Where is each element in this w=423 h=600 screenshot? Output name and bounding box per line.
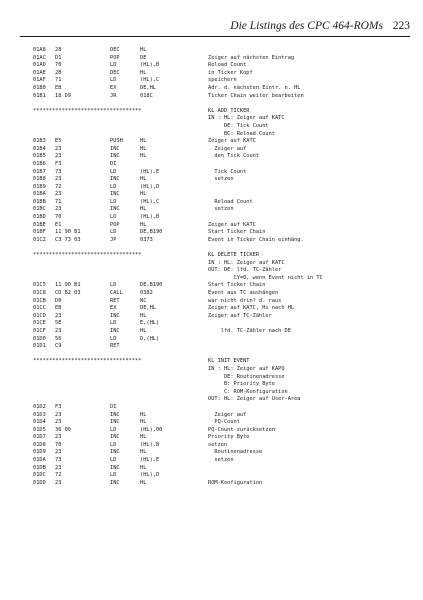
- mnemonic-cell: INC: [110, 327, 120, 334]
- operands-cell: HL: [140, 479, 147, 486]
- address-cell: 01DB: [33, 464, 46, 471]
- address-cell: 01BB: [33, 198, 46, 205]
- hex-bytes-cell: 23: [55, 464, 62, 471]
- comment-cell: BC: Reload Count: [208, 130, 275, 137]
- operands-cell: (HL),C: [140, 77, 160, 84]
- listing-row: [33, 298, 413, 306]
- address-cell: 01DD: [33, 479, 46, 486]
- hex-bytes-cell: E5: [55, 138, 62, 145]
- comment-cell: Ticker Chain weiter bearbeiten: [208, 92, 304, 99]
- listing-row: [33, 153, 413, 161]
- hex-bytes-cell: 73: [55, 457, 62, 464]
- mnemonic-cell: LD: [110, 457, 117, 464]
- listing-row: [33, 222, 413, 230]
- hex-bytes-cell: 70: [55, 62, 62, 69]
- mnemonic-cell: POP: [110, 54, 120, 61]
- mnemonic-cell: INC: [110, 464, 120, 471]
- mnemonic-cell: INC: [110, 312, 120, 319]
- hex-bytes-cell: 23: [55, 411, 62, 418]
- listing-row: [33, 169, 413, 177]
- operands-cell: HL: [140, 449, 147, 456]
- hex-bytes-cell: D0: [55, 297, 62, 304]
- header-rule: [20, 36, 410, 37]
- hex-bytes-cell: 71: [55, 77, 62, 84]
- operands-cell: D,(HL): [140, 335, 160, 342]
- operands-cell: HL: [140, 206, 147, 213]
- assembly-listing: [33, 47, 413, 487]
- comment-cell: Zeiger auf: [208, 145, 247, 152]
- comment-cell: Zeiger auf TC-Zähler: [208, 312, 272, 319]
- listing-row: [33, 237, 413, 245]
- listing-row: [33, 472, 413, 480]
- listing-row: [33, 85, 413, 93]
- hex-bytes-cell: 2B: [55, 69, 62, 76]
- listing-row: [33, 412, 413, 420]
- listing-row: [33, 290, 413, 298]
- address-cell: 01D7: [33, 434, 46, 441]
- address-cell: 01BC: [33, 206, 46, 213]
- comment-cell: Priority Byte: [208, 434, 250, 441]
- mnemonic-cell: LD: [110, 472, 117, 479]
- mnemonic-cell: DEC: [110, 47, 120, 53]
- hex-bytes-cell: C3 73 03: [55, 236, 81, 243]
- comment-cell: Event in Ticker Chain einhäng.: [208, 236, 304, 243]
- mnemonic-cell: PUSH: [110, 138, 123, 145]
- listing-row: [33, 131, 413, 139]
- comment-cell: OUT: DE: lfd. TC-Zähler: [208, 267, 282, 274]
- hex-bytes-cell: D1: [55, 54, 62, 61]
- listing-row: [33, 146, 413, 154]
- address-cell: 01BF: [33, 229, 46, 236]
- hex-bytes-cell: 23: [55, 145, 62, 152]
- address-cell: 01BE: [33, 221, 46, 228]
- operands-cell: 0373: [140, 236, 153, 243]
- comment-cell: ROM-Konfiguration: [208, 479, 263, 486]
- listing-row: [33, 244, 413, 252]
- hex-bytes-cell: EB: [55, 84, 62, 91]
- hex-bytes-cell: 36 00: [55, 426, 71, 433]
- operands-cell: (HL),C: [140, 198, 160, 205]
- mnemonic-cell: INC: [110, 191, 120, 198]
- address-cell: 01D1: [33, 343, 46, 350]
- operands-cell: HL: [140, 434, 147, 441]
- listing-row: [33, 351, 413, 359]
- hex-bytes-cell: 23: [55, 327, 62, 334]
- hex-bytes-cell: F3: [55, 160, 62, 167]
- address-cell: **********************************: [33, 358, 142, 365]
- hex-bytes-cell: C9: [55, 343, 62, 350]
- operands-cell: HL: [140, 69, 147, 76]
- comment-cell: setzen: [208, 457, 234, 464]
- comment-cell: Zeiger auf nächsten Eintrag: [208, 54, 295, 61]
- comment-cell: setzen: [208, 176, 234, 183]
- address-cell: 01D4: [33, 419, 46, 426]
- comment-cell: Reload Count: [208, 62, 247, 69]
- hex-bytes-cell: CD 82 03: [55, 290, 81, 296]
- listing-row: [33, 343, 413, 351]
- mnemonic-cell: EX: [110, 305, 117, 312]
- comment-cell: setzen: [208, 206, 234, 213]
- operands-cell: HL: [140, 419, 147, 426]
- operands-cell: HL: [140, 411, 147, 418]
- operands-cell: 018C: [140, 92, 153, 99]
- listing-row: [33, 396, 413, 404]
- address-cell: 01AE: [33, 69, 46, 76]
- address-cell: 01AF: [33, 77, 46, 84]
- mnemonic-cell: LD: [110, 282, 117, 289]
- mnemonic-cell: LD: [110, 426, 117, 433]
- comment-cell: Zeiger auf KATC: [208, 138, 256, 145]
- listing-row: [33, 229, 413, 237]
- hex-bytes-cell: EB: [55, 305, 62, 312]
- comment-cell: Adr. d. nächsten Eintr. n. HL: [208, 84, 301, 91]
- address-cell: 01DC: [33, 472, 46, 479]
- listing-row: [33, 313, 413, 321]
- hex-bytes-cell: 70: [55, 441, 62, 448]
- mnemonic-cell: LD: [110, 168, 117, 175]
- address-cell: 01B3: [33, 138, 46, 145]
- listing-row: [33, 374, 413, 382]
- comment-cell: war nicht drin? d. raus: [208, 297, 282, 304]
- hex-bytes-cell: 28: [55, 47, 62, 53]
- operands-cell: HL: [140, 47, 147, 53]
- hex-bytes-cell: 23: [55, 153, 62, 160]
- address-cell: 01B6: [33, 160, 46, 167]
- listing-row: [33, 366, 413, 374]
- listing-row: [33, 138, 413, 146]
- hex-bytes-cell: 70: [55, 214, 62, 221]
- listing-row: [33, 93, 413, 101]
- operands-cell: 0382: [140, 290, 153, 296]
- mnemonic-cell: LD: [110, 335, 117, 342]
- hex-bytes-cell: 23: [55, 479, 62, 486]
- mnemonic-cell: LD: [110, 198, 117, 205]
- listing-row: [33, 123, 413, 131]
- mnemonic-cell: RET: [110, 343, 120, 350]
- listing-row: [33, 480, 413, 488]
- mnemonic-cell: DI: [110, 403, 117, 410]
- comment-cell: Zeiger auf KATC, Hi nach HL: [208, 305, 295, 312]
- comment-cell: Zeiger auf KATC: [208, 221, 256, 228]
- listing-row: [33, 457, 413, 465]
- address-cell: 01AD: [33, 62, 46, 69]
- address-cell: **********************************: [33, 252, 142, 259]
- listing-row: [33, 77, 413, 85]
- comment-cell: PQ-Count zurücksetzen: [208, 426, 275, 433]
- listing-row: [33, 55, 413, 63]
- hex-bytes-cell: 23: [55, 434, 62, 441]
- listing-row: [33, 267, 413, 275]
- operands-cell: HL: [140, 464, 147, 471]
- address-cell: 01D3: [33, 411, 46, 418]
- comment-cell: setzen: [208, 441, 228, 448]
- operands-cell: (HL),B: [140, 62, 160, 69]
- mnemonic-cell: LD: [110, 214, 117, 221]
- operands-cell: HL: [140, 312, 147, 319]
- comment-cell: CY=0, wenn Event nicht in TC: [208, 274, 323, 281]
- page-header: [0, 0, 423, 40]
- mnemonic-cell: INC: [110, 153, 120, 160]
- hex-bytes-cell: 5E: [55, 320, 62, 327]
- listing-row: [33, 100, 413, 108]
- operands-cell: E,(HL): [140, 320, 160, 327]
- address-cell: 01CF: [33, 327, 46, 334]
- comment-cell: IN : HL: Zeiger auf KATC: [208, 259, 285, 266]
- mnemonic-cell: RET: [110, 297, 120, 304]
- listing-row: [33, 176, 413, 184]
- hex-bytes-cell: 11 90 B1: [55, 229, 81, 236]
- hex-bytes-cell: 71: [55, 198, 62, 205]
- mnemonic-cell: LD: [110, 62, 117, 69]
- listing-row: [33, 214, 413, 222]
- hex-bytes-cell: 18 D9: [55, 92, 71, 99]
- comment-cell: KL INIT EVENT: [208, 358, 250, 365]
- comment-cell: den Tick Count: [208, 153, 260, 160]
- comment-cell: Zeiger auf: [208, 411, 247, 418]
- address-cell: 01D8: [33, 441, 46, 448]
- mnemonic-cell: INC: [110, 479, 120, 486]
- listing-row: [33, 404, 413, 412]
- address-cell: 01CD: [33, 312, 46, 319]
- operands-cell: HL: [140, 191, 147, 198]
- hex-bytes-cell: 23: [55, 206, 62, 213]
- address-cell: 01B4: [33, 145, 46, 152]
- hex-bytes-cell: F3: [55, 403, 62, 410]
- comment-cell: DE: Routinenadresse: [208, 373, 285, 380]
- operands-cell: DE,HL: [140, 305, 156, 312]
- comment-cell: IN : HL: Zeiger auf KATC: [208, 115, 285, 122]
- listing-row: [33, 275, 413, 283]
- address-cell: 01D0: [33, 335, 46, 342]
- address-cell: 01CB: [33, 297, 46, 304]
- comment-cell: B: Priority Byte: [208, 381, 275, 388]
- hex-bytes-cell: 11 90 B1: [55, 282, 81, 289]
- listing-row: [33, 199, 413, 207]
- hex-bytes-cell: 23: [55, 449, 62, 456]
- listing-row: [33, 47, 413, 55]
- operands-cell: (HL),E: [140, 457, 160, 464]
- comment-cell: Routinenadresse: [208, 449, 263, 456]
- listing-row: [33, 260, 413, 268]
- address-cell: 01BD: [33, 214, 46, 221]
- operands-cell: DE,HL: [140, 84, 156, 91]
- mnemonic-cell: INC: [110, 411, 120, 418]
- address-cell: 01CC: [33, 305, 46, 312]
- listing-row: [33, 184, 413, 192]
- hex-bytes-cell: E1: [55, 221, 62, 228]
- address-cell: 01B9: [33, 183, 46, 190]
- mnemonic-cell: JR: [110, 92, 117, 99]
- hex-bytes-cell: 23: [55, 419, 62, 426]
- operands-cell: HL: [140, 145, 147, 152]
- address-cell: 01C5: [33, 282, 46, 289]
- mnemonic-cell: DEC: [110, 69, 120, 76]
- mnemonic-cell: POP: [110, 221, 120, 228]
- listing-row: [33, 252, 413, 260]
- listing-row: [33, 449, 413, 457]
- address-cell: 01A8: [33, 47, 46, 53]
- comment-cell: speichern: [208, 77, 237, 84]
- comment-cell: lfd. TC-Zähler nach DE: [208, 327, 291, 334]
- mnemonic-cell: INC: [110, 176, 120, 183]
- listing-row: [33, 282, 413, 290]
- mnemonic-cell: LD: [110, 77, 117, 84]
- mnemonic-cell: LD: [110, 183, 117, 190]
- mnemonic-cell: INC: [110, 206, 120, 213]
- address-cell: 01B7: [33, 168, 46, 175]
- hex-bytes-cell: 72: [55, 472, 62, 479]
- operands-cell: HL: [140, 221, 147, 228]
- comment-cell: PQ-Count: [208, 419, 240, 426]
- operands-cell: (HL),B: [140, 441, 160, 448]
- listing-row: [33, 381, 413, 389]
- comment-cell: Event aus TC aushängen: [208, 290, 279, 296]
- address-cell: 01B8: [33, 176, 46, 183]
- listing-row: [33, 191, 413, 199]
- comment-cell: Reload Count: [208, 198, 253, 205]
- listing-row: [33, 358, 413, 366]
- mnemonic-cell: LD: [110, 229, 117, 236]
- address-cell: 01AC: [33, 54, 46, 61]
- address-cell: 01D9: [33, 449, 46, 456]
- mnemonic-cell: EX: [110, 84, 117, 91]
- mnemonic-cell: INC: [110, 145, 120, 152]
- comment-cell: KL ADD TICKER: [208, 107, 250, 114]
- comment-cell: in Ticker Kopf: [208, 69, 253, 76]
- listing-row: [33, 108, 413, 116]
- hex-bytes-cell: 73: [55, 168, 62, 175]
- operands-cell: DE,B190: [140, 229, 163, 236]
- listing-row: [33, 320, 413, 328]
- listing-row: [33, 419, 413, 427]
- listing-row: [33, 62, 413, 70]
- comment-cell: Start Ticker Chain: [208, 282, 266, 289]
- comment-cell: OUT: HL: Zeiger auf User-Area: [208, 396, 301, 403]
- address-cell: 01B0: [33, 84, 46, 91]
- operands-cell: HL: [140, 327, 147, 334]
- operands-cell: (HL),D: [140, 472, 160, 479]
- mnemonic-cell: LD: [110, 320, 117, 327]
- listing-row: [33, 336, 413, 344]
- operands-cell: HL: [140, 153, 147, 160]
- address-cell: 01CE: [33, 320, 46, 327]
- comment-cell: DE: Tick Count: [208, 122, 269, 129]
- listing-row: [33, 305, 413, 313]
- address-cell: **********************************: [33, 107, 142, 114]
- address-cell: 01B5: [33, 153, 46, 160]
- hex-bytes-cell: 23: [55, 176, 62, 183]
- listing-row: [33, 206, 413, 214]
- listing-row: [33, 427, 413, 435]
- address-cell: 01DA: [33, 457, 46, 464]
- hex-bytes-cell: 23: [55, 312, 62, 319]
- running-title: Die Listings des CPC 464-ROMs: [230, 20, 383, 32]
- mnemonic-cell: INC: [110, 434, 120, 441]
- operands-cell: NC: [140, 297, 147, 304]
- operands-cell: DE: [140, 54, 147, 61]
- operands-cell: (HL),00: [140, 426, 163, 433]
- address-cell: 01D5: [33, 426, 46, 433]
- listing-row: [33, 161, 413, 169]
- operands-cell: (HL),E: [140, 168, 160, 175]
- operands-cell: HL: [140, 176, 147, 183]
- listing-row: [33, 465, 413, 473]
- mnemonic-cell: LD: [110, 441, 117, 448]
- listing-row: [33, 70, 413, 78]
- comment-cell: KL DELETE TICKER: [208, 252, 260, 259]
- listing-row: [33, 389, 413, 397]
- mnemonic-cell: DI: [110, 160, 117, 167]
- operands-cell: DE,B190: [140, 282, 163, 289]
- address-cell: 01B1: [33, 92, 46, 99]
- hex-bytes-cell: 72: [55, 183, 62, 190]
- operands-cell: (HL),B: [140, 214, 160, 221]
- listing-row: [33, 442, 413, 450]
- address-cell: 01C8: [33, 290, 46, 296]
- mnemonic-cell: JP: [110, 236, 117, 243]
- operands-cell: HL: [140, 138, 147, 145]
- listing-row: [33, 328, 413, 336]
- comment-cell: C: ROM-Konfiguration: [208, 388, 288, 395]
- address-cell: 01C2: [33, 236, 46, 243]
- mnemonic-cell: INC: [110, 449, 120, 456]
- mnemonic-cell: CALL: [110, 290, 123, 296]
- mnemonic-cell: INC: [110, 419, 120, 426]
- listing-row: [33, 434, 413, 442]
- address-cell: 01D2: [33, 403, 46, 410]
- hex-bytes-cell: 56: [55, 335, 62, 342]
- comment-cell: IN : HL: Zeiger auf KAPQ: [208, 365, 285, 372]
- listing-row: [33, 115, 413, 123]
- operands-cell: (HL),D: [140, 183, 160, 190]
- page-number: 223: [392, 20, 410, 32]
- hex-bytes-cell: 23: [55, 191, 62, 198]
- address-cell: 01BA: [33, 191, 46, 198]
- comment-cell: Start Ticker Chain: [208, 229, 266, 236]
- comment-cell: Tick Count: [208, 168, 247, 175]
